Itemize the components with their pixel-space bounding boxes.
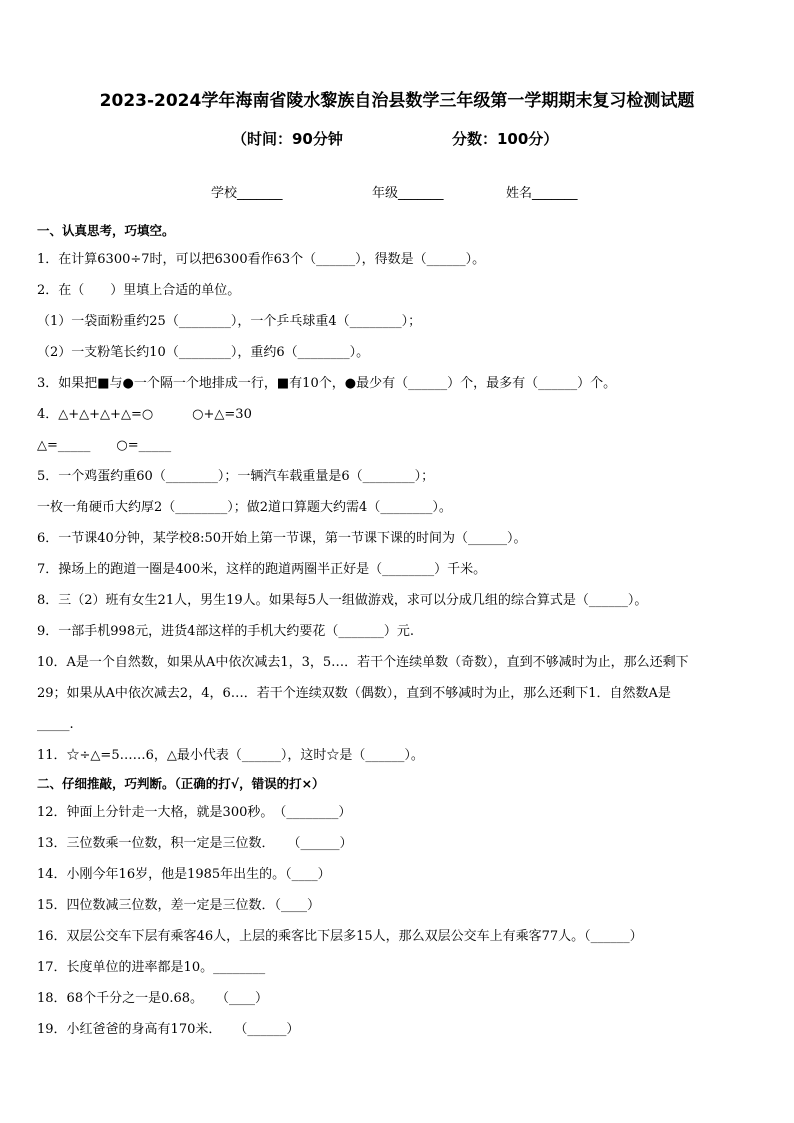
question-line: 17．长度单位的进率都是10。________ [37,960,266,975]
question-line: 3．如果把■与●一个隔一个地排成一行，■有10个，●最少有（______）个，最多有（______）个。 [37,376,617,391]
question-line: 18．68个千分之一是0.68。 （____） [37,991,269,1006]
question-line: 16．双层公交车下层有乘客46人，上层的乘客比下层多15人，那么双层公交车上有乘客77人。（______） [37,929,643,944]
question-line: 9．一部手机998元，进货4部这样的手机大约要花（_______）元. [37,624,414,639]
question-line: 4．△+△+△+△=○ ○+△=30 [37,407,252,422]
time-limit: （时间：90分钟 [232,130,343,148]
question-line: 1．在计算6300÷7时，可以把6300看作63个（______），得数是（______）。 [37,252,486,267]
question-line: 8．三（2）班有女生21人，男生19人。如果每5人一组做游戏，求可以分成几组的综合算式是（______）。 [37,593,648,608]
question-line: 19．小红爸爸的身高有170米． （______） [37,1022,300,1037]
question-line: 7．操场上的跑道一圈是400米，这样的跑道两圈半正好是（________）千米。 [37,562,487,577]
question-line: 10．A是一个自然数，如果从A中依次减去1，3，5…．若干个连续单数（奇数），直到不够减时为止，那么还剩下 [37,655,689,670]
question-line: 11．☆÷△=5……6，△最小代表（______），这时☆是（______）。 [37,748,424,763]
grade-field[interactable]: 年级_______ [372,186,444,201]
question-line: 12．钟面上分针走一大格，就是300秒。 （________） [37,805,352,820]
section-heading: 二、仔细推敲，巧判断。（正确的打√，错误的打×） [37,776,325,791]
question-line: _____. [37,717,74,732]
question-line: △=_____ ○=_____ [37,438,172,453]
question-line: 14．小刚今年16岁，他是1985年出生的。（____） [37,867,331,882]
question-line: 一枚一角硬币大约厚2（________）；做2道口算题大约需4（________）。 [37,500,452,515]
school-field[interactable]: 学校_______ [211,186,283,201]
question-list [37,218,767,1045]
section-heading: 一、认真思考，巧填空。 [37,223,175,238]
question-line: 5．一个鸡蛋约重60（________）；一辆汽车载重量是6（________）； [37,469,435,484]
name-field[interactable]: 姓名_______ [506,186,578,201]
total-score: 分数：100分） [452,130,559,148]
page-title: 2023-2024学年海南省陵水黎族自治县数学三年级第一学期期末复习检测试题 [99,91,695,111]
question-line: 2．在（ ）里填上合适的单位。 [37,283,241,298]
question-line: 6．一节课40分钟，某学校8:50开始上第一节课，第一节课下课的时间为（______）。 [37,531,527,546]
question-line: 29；如果从A中依次减去2，4，6…．若干个连续双数（偶数），直到不够减时为止，那么还剩下1．自然数A是 [37,686,671,701]
question-line: 13．三位数乘一位数，积一定是三位数． （______） [37,836,353,851]
question-line: 15．四位数减三位数，差一定是三位数．（____） [37,898,321,913]
question-line: （2）一支粉笔长约10（________），重约6（________）。 [37,345,370,360]
question-line: （1）一袋面粉重约25（________），一个乒乓球重4（________）； [37,314,422,329]
